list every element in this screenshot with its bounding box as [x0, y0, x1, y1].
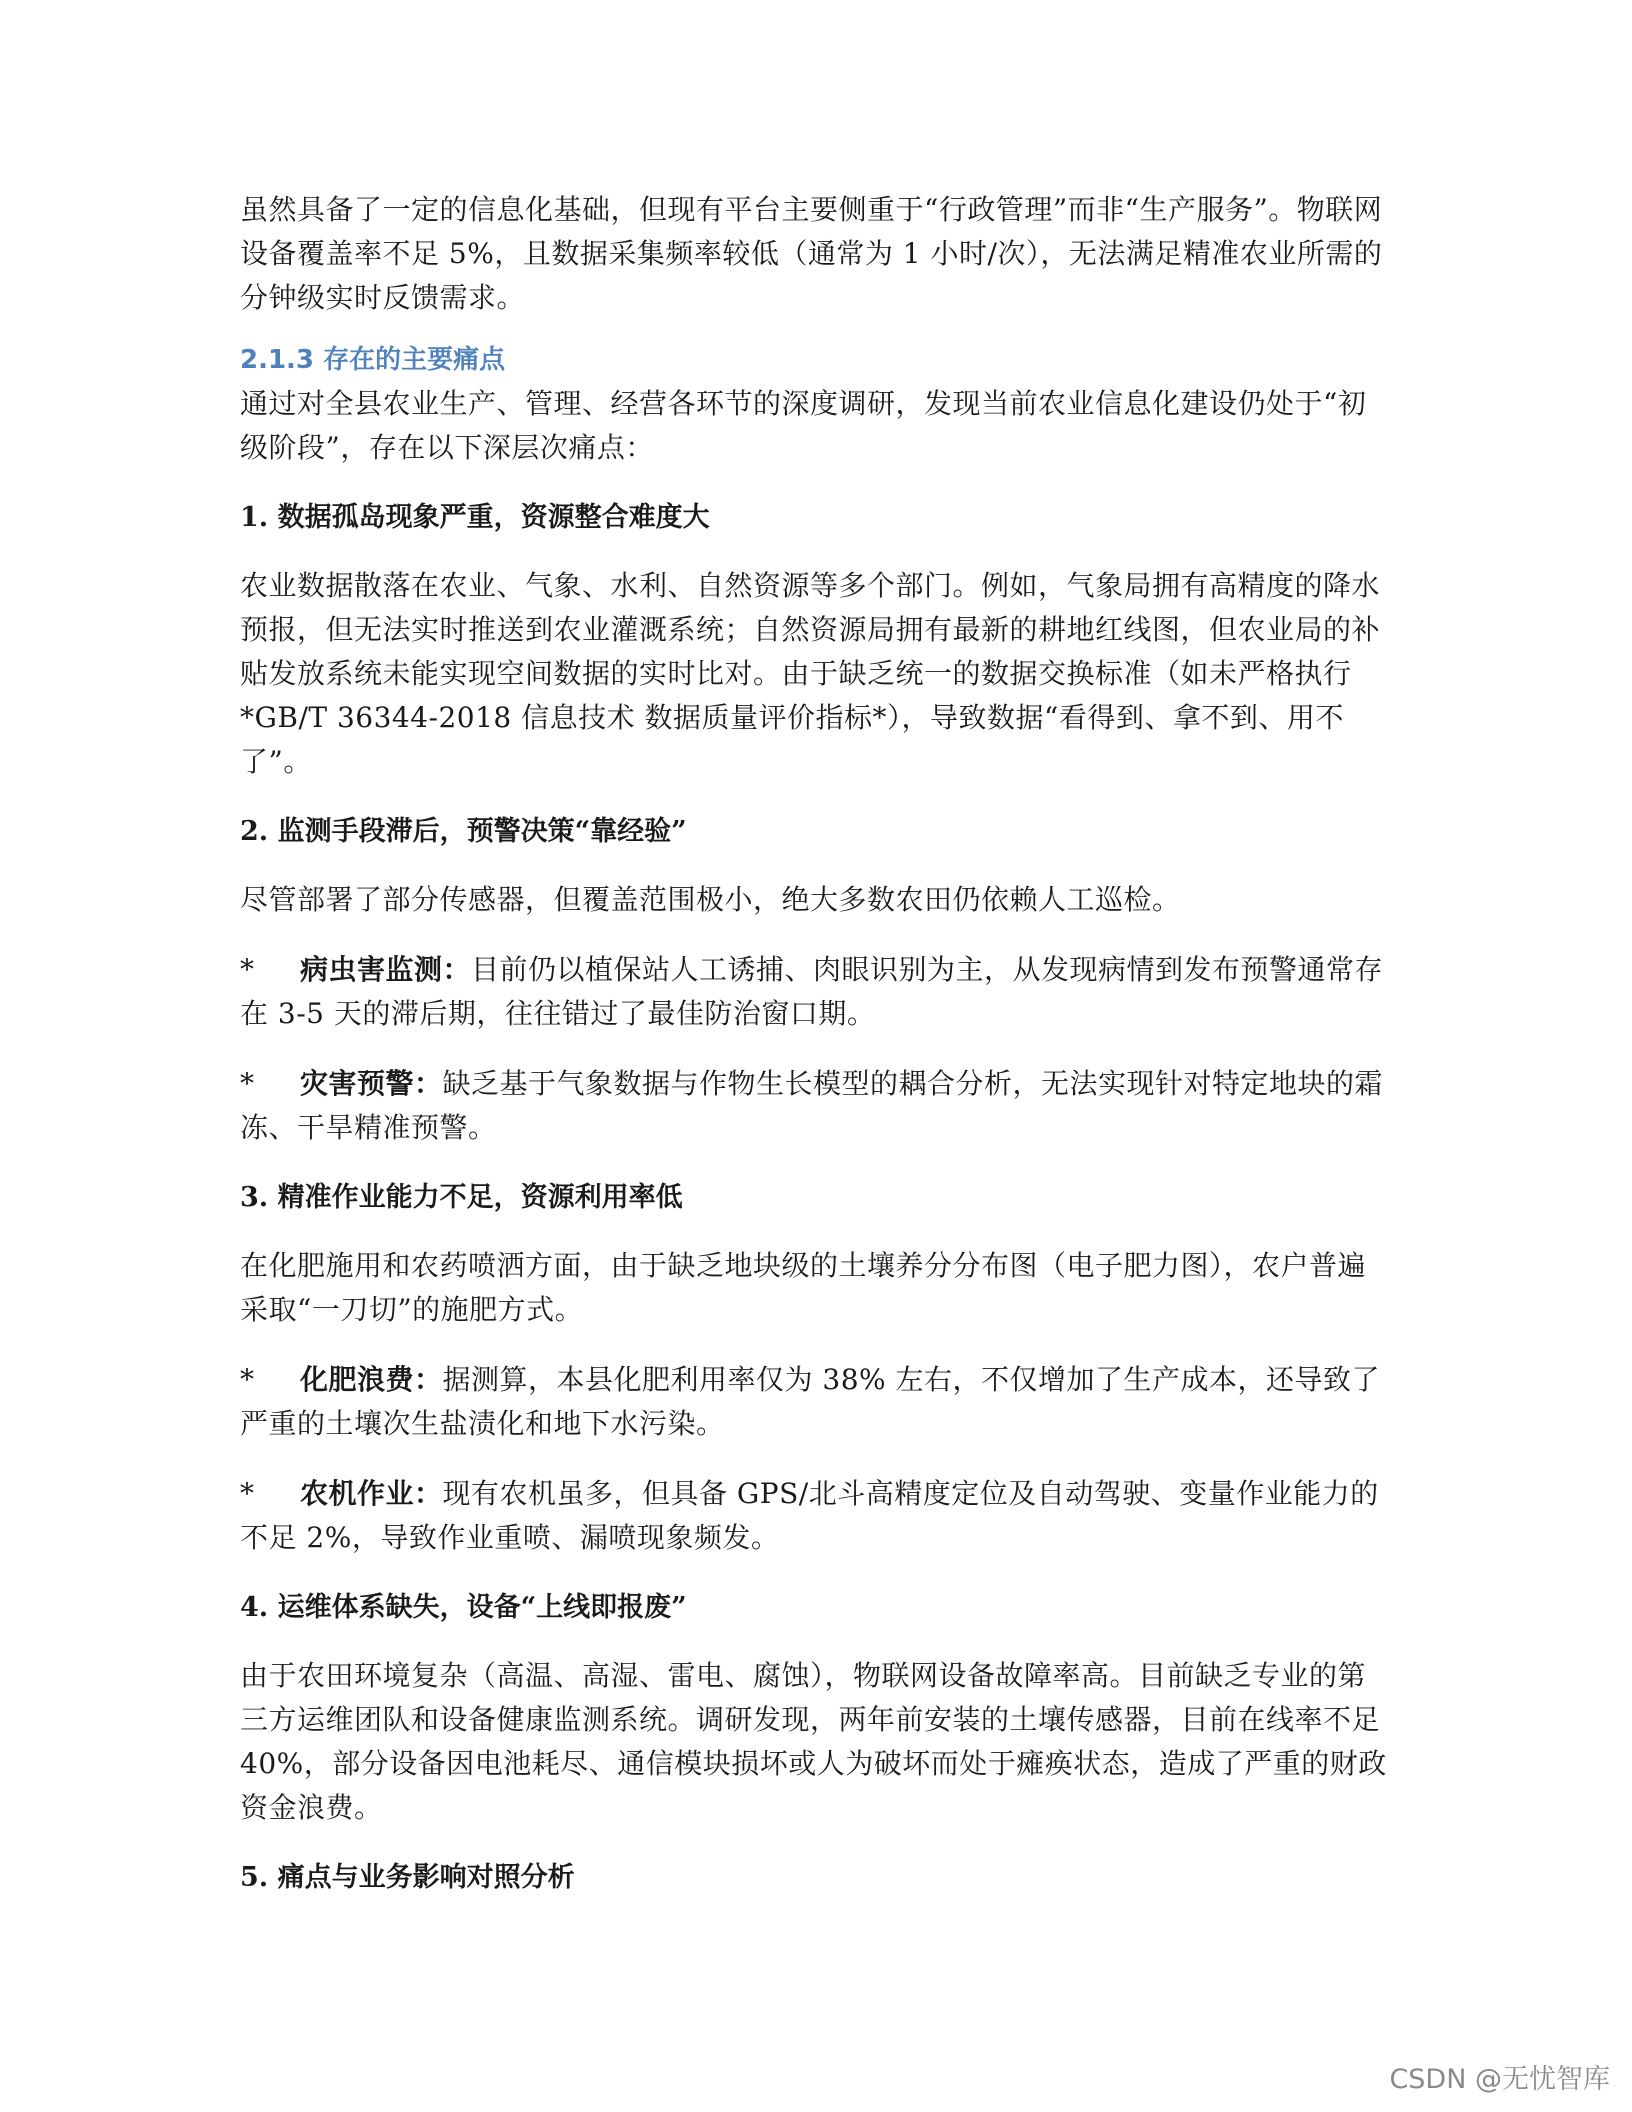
bullet-item: [240, 1472, 1392, 1560]
bullet-star: *: [240, 1067, 255, 1100]
bullet-text: 据测算，本县化肥利用率仅为 38% 左右，不仅增加了生产成本，还导致了严重的土壤次生盐渍化和地下水污染。: [240, 1363, 1381, 1440]
item-1-body: 农业数据散落在农业、气象、水利、自然资源等多个部门。例如，气象局拥有高精度的降水预报，但无法实时推送到农业灌溉系统；自然资源局拥有最新的耕地红线图，但农业局的补贴发放系统未能实现空间数据的实时比对。由于缺乏统一的数据交换标准（如未严格执行 *GB/T 36344-2018 信息技术 数据质量评价指标*），导致数据“看得到、拿不到、用不了”。: [240, 569, 1381, 778]
bullet-text: 现有农机虽多，但具备 GPS/北斗高精度定位及自动驾驶、变量作业能力的不足 2%，导致作业重喷、漏喷现象频发。: [240, 1477, 1379, 1554]
watermark: CSDN @无忧智库: [1389, 2064, 1610, 2095]
bullet-star: *: [240, 953, 255, 986]
bullet-item: [240, 1358, 1392, 1446]
item-1-heading: 1. 数据孤岛现象严重，资源整合难度大: [240, 502, 710, 533]
item-5-heading: 5. 痛点与业务影响对照分析: [240, 1862, 575, 1893]
item-2-heading: 2. 监测手段滞后，预警决策“靠经验”: [240, 816, 687, 847]
item-3-body: 在化肥施用和农药喷洒方面，由于缺乏地块级的土壤养分分布图（电子肥力图），农户普遍采取“一刀切”的施肥方式。: [240, 1249, 1367, 1326]
section-intro: 通过对全县农业生产、管理、经营各环节的深度调研，发现当前农业信息化建设仍处于“初级阶段”，存在以下深层次痛点：: [240, 387, 1367, 464]
bullet-label: 病虫害监测：: [300, 953, 472, 986]
item-4-body: 由于农田环境复杂（高温、高湿、雷电、腐蚀），物联网设备故障率高。目前缺乏专业的第三方运维团队和设备健康监测系统。调研发现，两年前安装的土壤传感器，目前在线率不足 40%，部分设备因电池耗尽、通信模块损坏或人为破坏而处于瘫痪状态，造成了严重的财政资金浪费。: [240, 1659, 1387, 1824]
item-2-body: 尽管部署了部分传感器，但覆盖范围极小，绝大多数农田仍依赖人工巡检。: [240, 883, 1181, 916]
item-4-heading: 4. 运维体系缺失，设备“上线即报废”: [240, 1592, 687, 1623]
intro-paragraph: 虽然具备了一定的信息化基础，但现有平台主要侧重于“行政管理”而非“生产服务”。物联网设备覆盖率不足 5%，且数据采集频率较低（通常为 1 小时/次），无法满足精准农业所需的分钟级实时反馈需求。: [240, 193, 1383, 314]
bullet-text: 缺乏基于气象数据与作物生长模型的耦合分析，无法实现针对特定地块的霜冻、干旱精准预警。: [240, 1067, 1384, 1144]
bullet-label: 灾害预警：: [300, 1067, 443, 1100]
bullet-label: 化肥浪费：: [300, 1363, 443, 1396]
bullet-item: [240, 1062, 1392, 1150]
document-page: [240, 188, 1392, 1900]
bullet-text: 目前仍以植保站人工诱捕、肉眼识别为主，从发现病情到发布预警通常存在 3-5 天的滞后期，往往错过了最佳防治窗口期。: [240, 953, 1384, 1030]
bullet-star: *: [240, 1363, 255, 1396]
item-3-heading: 3. 精准作业能力不足，资源利用率低: [240, 1182, 683, 1213]
bullet-star: *: [240, 1477, 255, 1510]
section-heading: 2.1.3 存在的主要痛点: [240, 345, 506, 375]
bullet-label: 农机作业：: [300, 1477, 443, 1510]
bullet-item: [240, 948, 1392, 1036]
